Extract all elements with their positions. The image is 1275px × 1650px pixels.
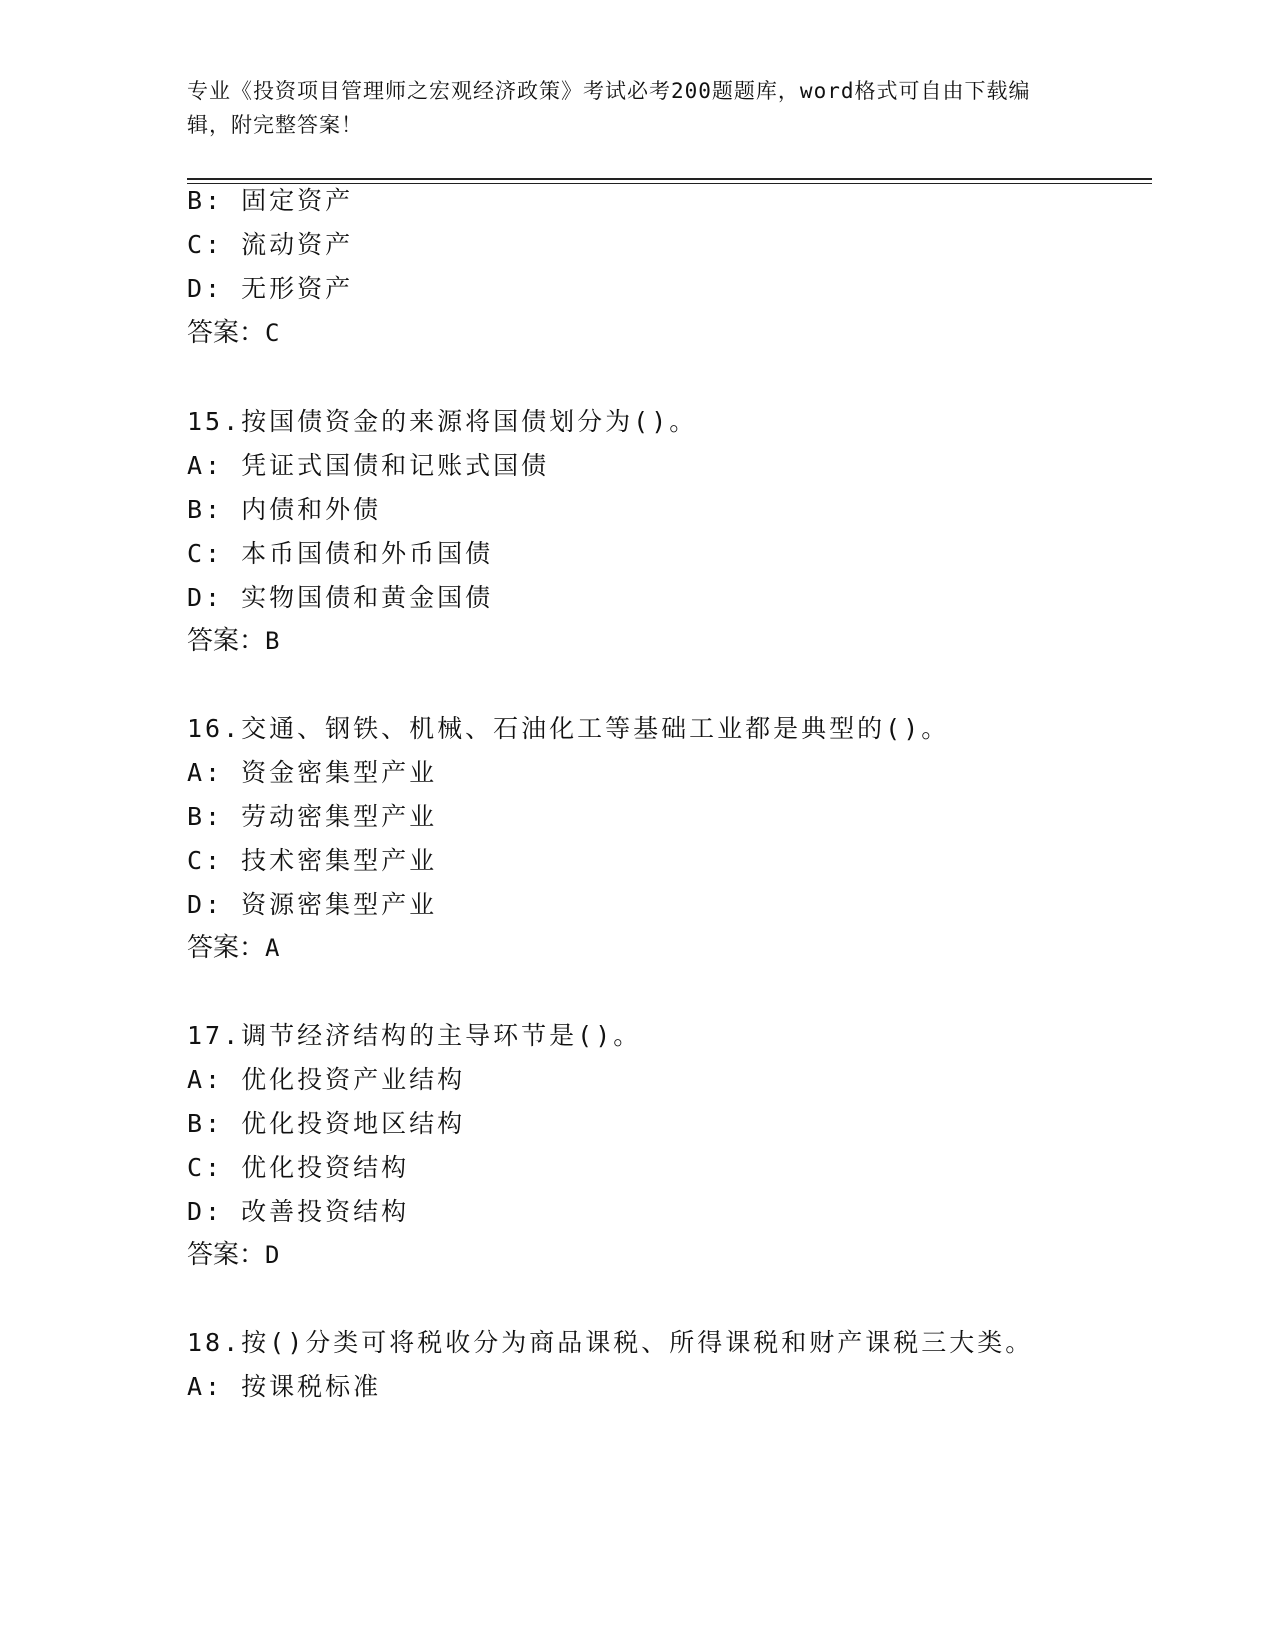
q14-option-d: D: 无形资产 (187, 274, 354, 303)
q16-option-c: C: 技术密集型产业 (187, 846, 438, 875)
q14-answer-label: 答案： (187, 318, 266, 348)
q16-answer (187, 931, 279, 965)
q15-answer-label: 答案： (187, 626, 266, 656)
q15-option-b: B: 内债和外债 (187, 495, 382, 524)
q17-question: 17.调节经济结构的主导环节是()。 (187, 1021, 642, 1050)
q15-question: 15.按国债资金的来源将国债划分为()。 (187, 407, 698, 436)
q17-option-b: B: 优化投资地区结构 (187, 1109, 466, 1138)
q16-option-d: D: 资源密集型产业 (187, 890, 438, 919)
q14-answer-value: C (265, 319, 280, 347)
q15-answer (187, 624, 279, 658)
q16-option-a: A: 资金密集型产业 (187, 758, 438, 787)
q14-option-b: B: 固定资产 (187, 186, 354, 215)
q15-option-c: C: 本币国债和外币国债 (187, 539, 494, 568)
q17-option-d: D: 改善投资结构 (187, 1197, 410, 1226)
q15-answer-value: B (265, 627, 280, 655)
q17-answer-label: 答案： (187, 1240, 266, 1270)
q16-answer-label: 答案： (187, 933, 266, 963)
q17-answer-value: D (265, 1241, 280, 1269)
q16-option-b: B: 劳动密集型产业 (187, 802, 438, 831)
q16-answer-value: A (265, 934, 280, 962)
q14-option-c: C: 流动资产 (187, 230, 354, 259)
q18-question: 18.按()分类可将税收分为商品课税、所得课税和财产课税三大类。 (187, 1328, 1034, 1357)
q18-option-a: A: 按课税标准 (187, 1372, 382, 1401)
q17-option-a: A: 优化投资产业结构 (187, 1065, 466, 1094)
q17-option-c: C: 优化投资结构 (187, 1153, 410, 1182)
q16-question: 16.交通、钢铁、机械、石油化工等基础工业都是典型的()。 (187, 714, 950, 743)
document-header: 专业《投资项目管理师之宏观经济政策》考试必考200题题库，word格式可自由下载编辑，附完整答案！ (187, 79, 1031, 137)
header-divider-thick (187, 178, 1152, 180)
q14-answer (187, 316, 279, 350)
q15-option-a: A: 凭证式国债和记账式国债 (187, 451, 550, 480)
q17-answer (187, 1238, 279, 1272)
q15-option-d: D: 实物国债和黄金国债 (187, 583, 494, 612)
